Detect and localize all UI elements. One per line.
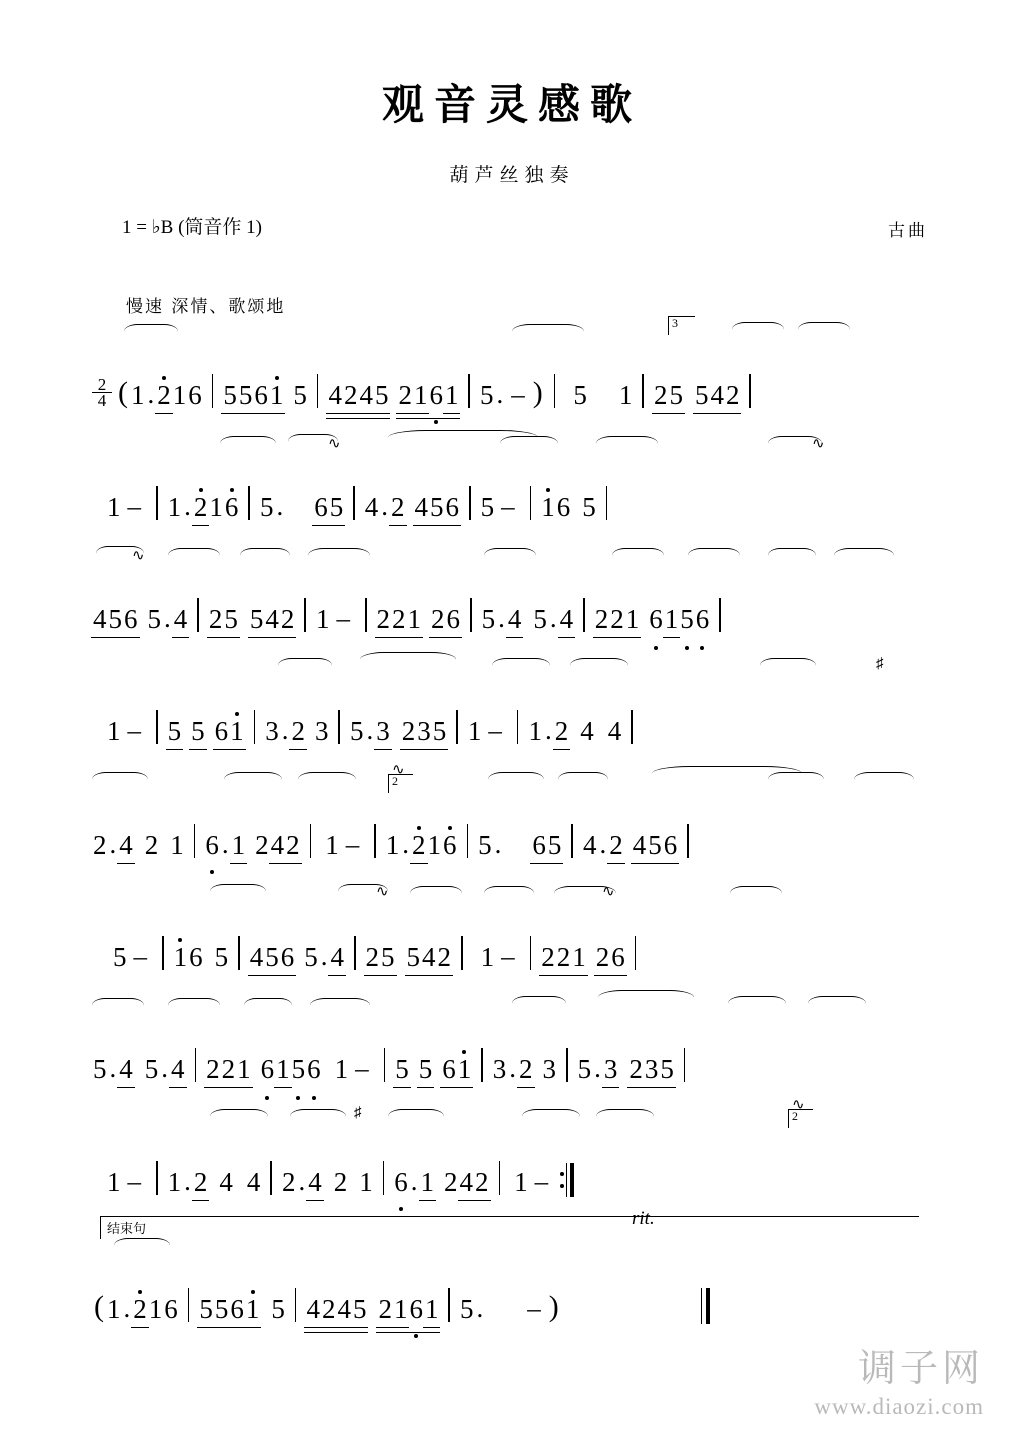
note: 6 bbox=[429, 380, 443, 410]
note: 1 bbox=[334, 1054, 349, 1084]
note: 5 bbox=[577, 1054, 592, 1084]
note: 2 bbox=[93, 830, 107, 860]
note: 5 bbox=[304, 942, 318, 972]
note: 2 bbox=[193, 492, 208, 522]
sustain-dash: – bbox=[133, 941, 147, 971]
note: 5 bbox=[648, 830, 662, 860]
sustain-dash: – bbox=[488, 715, 502, 745]
barline bbox=[304, 598, 306, 632]
note: 3 bbox=[314, 716, 329, 746]
barline bbox=[481, 1048, 483, 1082]
note: 4 bbox=[422, 942, 436, 972]
barline bbox=[188, 1288, 190, 1322]
ornament-icon: ∿ bbox=[392, 760, 405, 778]
note: 2 bbox=[554, 716, 569, 746]
phrase-open-paren: ( bbox=[118, 376, 128, 409]
note: 2 bbox=[376, 604, 391, 634]
barline bbox=[470, 598, 472, 632]
note: 3 bbox=[603, 1054, 618, 1084]
staff-system-3 bbox=[92, 546, 942, 634]
note: 6 bbox=[611, 942, 625, 972]
volta-number: 2 bbox=[392, 774, 398, 788]
barline bbox=[517, 710, 519, 744]
barline bbox=[212, 374, 214, 408]
staff-system-1 bbox=[92, 316, 942, 410]
note: 1 bbox=[237, 1054, 251, 1084]
note: 2 bbox=[595, 942, 610, 972]
note: 2 bbox=[206, 1054, 220, 1084]
note: 4 bbox=[119, 830, 133, 860]
note: 5 bbox=[249, 604, 264, 634]
barline bbox=[571, 824, 573, 858]
ornament-icon: ∿ bbox=[132, 546, 145, 564]
staff-system-6 bbox=[92, 882, 942, 972]
volta-number: 2 bbox=[792, 1109, 798, 1123]
note: 5 bbox=[669, 380, 683, 410]
note: 1 bbox=[664, 604, 679, 634]
note: 5 bbox=[395, 1054, 409, 1084]
note: 1 bbox=[107, 1167, 121, 1197]
note: 6 bbox=[445, 492, 460, 522]
barline bbox=[642, 374, 644, 408]
barline bbox=[606, 486, 608, 520]
note: 2 bbox=[401, 716, 416, 746]
phrase-close-paren: ) bbox=[548, 1290, 559, 1323]
barline bbox=[456, 710, 458, 744]
ending-bracket bbox=[100, 1216, 919, 1239]
barline bbox=[635, 936, 637, 970]
barline bbox=[195, 1048, 197, 1082]
note: 2 bbox=[610, 604, 624, 634]
phrase-open-paren: ( bbox=[94, 1290, 104, 1323]
note: 5 bbox=[480, 380, 494, 410]
staff-system-8 bbox=[92, 1095, 942, 1197]
barline bbox=[384, 1048, 386, 1082]
system-1-notes: 2 4 ( 1 . 2 1 6 5 5 6 1 5 4 2 4 5 2 1 6 1 5 . – ) 5 1 2 5 5 4 2 bbox=[92, 330, 942, 410]
note: 1 bbox=[541, 492, 555, 522]
note: 4 bbox=[559, 604, 574, 634]
sustain-dash: – bbox=[527, 1293, 541, 1323]
note: 2 bbox=[193, 1167, 208, 1197]
note: 2 bbox=[444, 1167, 458, 1197]
barline bbox=[566, 1048, 568, 1082]
barline bbox=[530, 486, 532, 520]
note: 4 bbox=[246, 1167, 261, 1197]
note: 2 bbox=[281, 1167, 296, 1197]
note: 5 bbox=[113, 942, 127, 972]
sustain-dash: – bbox=[511, 379, 525, 409]
note: 4 bbox=[507, 604, 522, 634]
note: 4 bbox=[270, 830, 285, 860]
barline bbox=[583, 598, 585, 632]
note: 1 bbox=[173, 942, 188, 972]
note: 5 bbox=[432, 716, 447, 746]
note: 5 bbox=[406, 942, 421, 972]
note: 2 bbox=[431, 604, 445, 634]
note: 5 bbox=[573, 380, 587, 410]
note: 5 bbox=[533, 604, 547, 634]
note: 4 bbox=[359, 380, 373, 410]
accidental-icon: ♯ bbox=[876, 656, 884, 672]
barline bbox=[365, 598, 367, 632]
note: 6 bbox=[230, 1294, 244, 1324]
note: 1 bbox=[413, 380, 428, 410]
note: 4 bbox=[119, 1054, 133, 1084]
ornament-icon: ∿ bbox=[792, 1095, 805, 1113]
note: 5 bbox=[144, 1054, 159, 1084]
barline bbox=[295, 1288, 297, 1322]
watermark-url: www.diaozi.com bbox=[814, 1394, 984, 1419]
system-7-notes: 5 . 4 5 . 4 2 2 1 6 1 5 6 1 – 5 5 6 1 3 . 2 3 5 . 3 2 3 5 bbox=[92, 1004, 942, 1084]
note: 3 bbox=[265, 716, 279, 746]
note: 5 bbox=[147, 604, 161, 634]
barline bbox=[317, 374, 319, 408]
note: 2 bbox=[594, 604, 609, 634]
note: 2 bbox=[541, 942, 555, 972]
note: 6 bbox=[254, 380, 268, 410]
note: 4 bbox=[414, 492, 429, 522]
barline bbox=[254, 710, 256, 744]
note: 1 bbox=[131, 380, 145, 410]
barline bbox=[461, 936, 463, 970]
note: 5 bbox=[214, 942, 229, 972]
note: 1 bbox=[167, 1167, 182, 1197]
note: 5 bbox=[418, 1054, 433, 1084]
note: 4 bbox=[93, 604, 107, 634]
barline bbox=[530, 936, 532, 970]
barline bbox=[468, 374, 470, 408]
note: 5 bbox=[430, 492, 444, 522]
note: 1 bbox=[231, 830, 246, 860]
time-signature: 2 4 bbox=[92, 377, 112, 408]
barline bbox=[687, 824, 689, 858]
system-9-notes: ( 1 . 2 1 6 5 5 6 1 5 4 2 4 5 2 1 6 1 5 . – ) bbox=[92, 1244, 942, 1324]
note: 1 bbox=[385, 830, 400, 860]
note: 6 bbox=[442, 1054, 456, 1084]
sustain-dash: – bbox=[336, 603, 350, 633]
sustain-dash: – bbox=[534, 1166, 549, 1196]
note: 5 bbox=[259, 492, 274, 522]
note: 4 bbox=[306, 1294, 320, 1324]
note: 2 bbox=[437, 942, 452, 972]
note: 1 bbox=[420, 1167, 435, 1197]
note: 2 bbox=[133, 1294, 147, 1324]
barline bbox=[467, 824, 469, 858]
note: 1 bbox=[444, 380, 459, 410]
note: 2 bbox=[255, 830, 269, 860]
staff-system-9-ending bbox=[92, 1244, 942, 1324]
barline bbox=[554, 374, 556, 408]
note: 3 bbox=[542, 1054, 557, 1084]
note: 6 bbox=[532, 830, 546, 860]
note: 1 bbox=[618, 380, 633, 410]
note: 5 bbox=[223, 380, 237, 410]
ornament-icon: ∿ bbox=[376, 882, 389, 900]
note: 2 bbox=[629, 1054, 643, 1084]
sustain-dash: – bbox=[127, 1166, 141, 1196]
barline bbox=[338, 710, 340, 744]
staff-system-4 bbox=[92, 656, 942, 746]
note: 1 bbox=[107, 1294, 121, 1324]
barline bbox=[156, 1161, 158, 1195]
note: 2 bbox=[221, 1054, 236, 1084]
note: 5 bbox=[191, 716, 205, 746]
note: 4 bbox=[171, 1054, 185, 1084]
phrase-close-paren: ) bbox=[532, 376, 543, 409]
barline bbox=[194, 824, 196, 858]
ornament-icon: ∿ bbox=[328, 434, 341, 452]
note: 5 bbox=[350, 716, 364, 746]
accidental-icon: ♯ bbox=[354, 1105, 362, 1121]
note: 5 bbox=[481, 604, 496, 634]
note: 1 bbox=[480, 942, 495, 972]
system-3-notes: 4 5 6 5 . 4 2 5 5 4 2 1 – 2 2 1 2 6 5 . 4 5 . 4 2 2 1 6 1 5 6 bbox=[92, 554, 942, 634]
note: 6 bbox=[224, 492, 239, 522]
note: 2 bbox=[343, 380, 358, 410]
note: 4 bbox=[328, 380, 342, 410]
note: 6 bbox=[695, 604, 710, 634]
note: 5 bbox=[680, 604, 694, 634]
note: 4 bbox=[330, 942, 344, 972]
note: 1 bbox=[625, 604, 640, 634]
sustain-dash: – bbox=[355, 1053, 369, 1083]
barline bbox=[499, 1161, 501, 1195]
note: 6 bbox=[394, 1167, 408, 1197]
note: 6 bbox=[188, 380, 202, 410]
note: 1 bbox=[209, 492, 223, 522]
note: 5 bbox=[265, 942, 279, 972]
note: 1 bbox=[467, 716, 482, 746]
note: 6 bbox=[205, 830, 219, 860]
note: 3 bbox=[644, 1054, 659, 1084]
note: 1 bbox=[172, 380, 187, 410]
note: 5 bbox=[329, 492, 344, 522]
note: 5 bbox=[291, 1054, 306, 1084]
system-2-notes: 1 – 1 . 2 1 6 5 . 6 5 4 . 2 4 5 6 5 – 1 6 5 bbox=[92, 442, 942, 522]
system-8-notes: 1 – 1 . 2 4 4 2 . 4 2 1 6 . 1 2 4 2 1 – bbox=[92, 1117, 942, 1197]
barline bbox=[248, 486, 250, 520]
note: 5 bbox=[167, 716, 182, 746]
sustain-dash: – bbox=[127, 491, 141, 521]
sustain-dash: – bbox=[127, 715, 141, 745]
note: 6 bbox=[164, 1294, 178, 1324]
note: 4 bbox=[308, 1167, 322, 1197]
note: 1 bbox=[148, 1294, 163, 1324]
note: 1 bbox=[325, 830, 339, 860]
note: 2 bbox=[398, 380, 412, 410]
barline bbox=[238, 936, 240, 970]
key-signature: 1 = ♭B (筒音作 1) bbox=[122, 217, 263, 238]
barline bbox=[310, 824, 312, 858]
note: 2 bbox=[333, 1167, 348, 1197]
barline bbox=[156, 710, 158, 744]
note: 2 bbox=[519, 1054, 533, 1084]
note: 2 bbox=[286, 830, 300, 860]
note: 2 bbox=[609, 830, 623, 860]
note: 5 bbox=[374, 380, 389, 410]
note: 1 bbox=[230, 716, 244, 746]
note: 6 bbox=[443, 830, 457, 860]
note: 5 bbox=[694, 380, 709, 410]
note: 1 bbox=[427, 830, 442, 860]
note: 6 bbox=[314, 492, 328, 522]
barline bbox=[353, 486, 355, 520]
note: 4 bbox=[632, 830, 647, 860]
note: 5 bbox=[238, 380, 253, 410]
note: 5 bbox=[381, 942, 395, 972]
note: 4 bbox=[607, 716, 622, 746]
note: 5 bbox=[271, 1294, 285, 1324]
note: 5 bbox=[224, 604, 238, 634]
note: 1 bbox=[276, 1054, 290, 1084]
note: 1 bbox=[407, 604, 422, 634]
note: 5 bbox=[293, 380, 307, 410]
note: 2 bbox=[412, 830, 426, 860]
note: 5 bbox=[547, 830, 562, 860]
barline bbox=[197, 598, 199, 632]
note: 1 bbox=[269, 380, 284, 410]
note: 4 bbox=[265, 604, 279, 634]
note: 6 bbox=[260, 1054, 275, 1084]
note: 4 bbox=[249, 942, 264, 972]
staff-system-5 bbox=[92, 760, 942, 860]
barline bbox=[156, 486, 158, 520]
note: 2 bbox=[144, 830, 159, 860]
note: 6 bbox=[124, 604, 138, 634]
note: 2 bbox=[365, 942, 380, 972]
note: 3 bbox=[376, 716, 390, 746]
note: 2 bbox=[725, 380, 740, 410]
note: 2 bbox=[556, 942, 571, 972]
note: 4 bbox=[364, 492, 379, 522]
barline bbox=[162, 936, 164, 970]
ending-section-label: 结束句 bbox=[105, 1218, 148, 1237]
note: 2 bbox=[291, 716, 305, 746]
note: 4 bbox=[459, 1167, 474, 1197]
staff-system-2 bbox=[92, 434, 942, 522]
watermark bbox=[814, 1337, 984, 1420]
note: 1 bbox=[359, 1167, 373, 1197]
note: 1 bbox=[170, 830, 184, 860]
note: 6 bbox=[214, 716, 229, 746]
barline bbox=[374, 824, 376, 858]
note: 1 bbox=[572, 942, 586, 972]
note: 5 bbox=[660, 1054, 674, 1084]
note: 5 bbox=[108, 604, 122, 634]
barline bbox=[383, 1161, 385, 1195]
system-4-notes: 1 – 5 5 6 1 3 . 2 3 5 . 3 2 3 5 1 – 1 . 2 4 4 bbox=[92, 666, 942, 746]
note: 1 bbox=[457, 1054, 472, 1084]
repeat-barline bbox=[560, 1163, 574, 1197]
note: 1 bbox=[315, 604, 330, 634]
note: 1 bbox=[245, 1294, 260, 1324]
note: 5 bbox=[480, 492, 495, 522]
note: 6 bbox=[446, 604, 461, 634]
system-6-notes: 5 – 1 6 5 4 5 6 5 . 4 2 5 5 4 2 1 – 2 2 1 2 6 bbox=[92, 892, 942, 972]
note: 4 bbox=[580, 716, 594, 746]
sustain-dash: – bbox=[501, 491, 515, 521]
note: 5 bbox=[93, 1054, 107, 1084]
note: 6 bbox=[663, 830, 678, 860]
note: 2 bbox=[157, 380, 171, 410]
note: 2 bbox=[280, 604, 295, 634]
composer-credit: 古曲 bbox=[888, 221, 928, 241]
note: 6 bbox=[409, 1294, 423, 1324]
sustain-dash: – bbox=[345, 829, 360, 859]
note: 6 bbox=[556, 492, 571, 522]
note: 4 bbox=[173, 604, 188, 634]
barline bbox=[354, 936, 356, 970]
barline bbox=[469, 486, 471, 520]
note: 2 bbox=[208, 604, 223, 634]
note: 2 bbox=[653, 380, 668, 410]
note: 1 bbox=[424, 1294, 439, 1324]
note: 3 bbox=[417, 716, 431, 746]
note: 5 bbox=[352, 1294, 367, 1324]
note: 5 bbox=[199, 1294, 213, 1324]
volta-number: 3 bbox=[672, 316, 678, 330]
note: 4 bbox=[710, 380, 724, 410]
note: 6 bbox=[307, 1054, 321, 1084]
barline bbox=[270, 1161, 272, 1195]
note: 2 bbox=[392, 604, 406, 634]
watermark-site-name: 调子网 bbox=[857, 1346, 984, 1390]
ornament-icon: ∿ bbox=[602, 882, 615, 900]
note: 1 bbox=[107, 492, 121, 522]
sustain-dash: – bbox=[501, 941, 515, 971]
page-title: 观音灵感歌 bbox=[381, 80, 642, 129]
note: 5 bbox=[582, 492, 596, 522]
note: 4 bbox=[219, 1167, 233, 1197]
ornament-icon: ∿ bbox=[812, 434, 825, 452]
system-5-notes: 2 . 4 2 1 6 . 1 2 4 2 1 – 1 . 2 1 6 5 . 6 5 4 . 2 4 5 6 bbox=[92, 780, 942, 860]
barline bbox=[684, 1048, 686, 1082]
note: 6 bbox=[189, 942, 203, 972]
note: 1 bbox=[107, 716, 121, 746]
tempo-expression: 慢速 深情、歌颂地 bbox=[126, 297, 286, 317]
note: 1 bbox=[514, 1167, 528, 1197]
barline bbox=[719, 598, 721, 632]
note: 2 bbox=[321, 1294, 336, 1324]
note: 4 bbox=[337, 1294, 351, 1324]
note: 1 bbox=[167, 492, 182, 522]
note: 2 bbox=[378, 1294, 392, 1324]
barline bbox=[749, 374, 751, 408]
barline bbox=[631, 710, 633, 744]
note: 2 bbox=[391, 492, 405, 522]
note: 2 bbox=[475, 1167, 489, 1197]
note: 5 bbox=[478, 830, 492, 860]
staff-system-7 bbox=[92, 1004, 942, 1084]
ritardando-marking: rit. bbox=[632, 1208, 655, 1229]
note: 3 bbox=[492, 1054, 507, 1084]
note: 5 bbox=[214, 1294, 229, 1324]
note: 5 bbox=[460, 1294, 474, 1324]
barline bbox=[448, 1288, 450, 1322]
instrument-subtitle: 葫芦丝独奏 bbox=[449, 164, 575, 186]
note: 1 bbox=[393, 1294, 408, 1324]
note: 6 bbox=[649, 604, 663, 634]
note: 1 bbox=[528, 716, 542, 746]
note: 4 bbox=[582, 830, 597, 860]
note: 6 bbox=[280, 942, 295, 972]
